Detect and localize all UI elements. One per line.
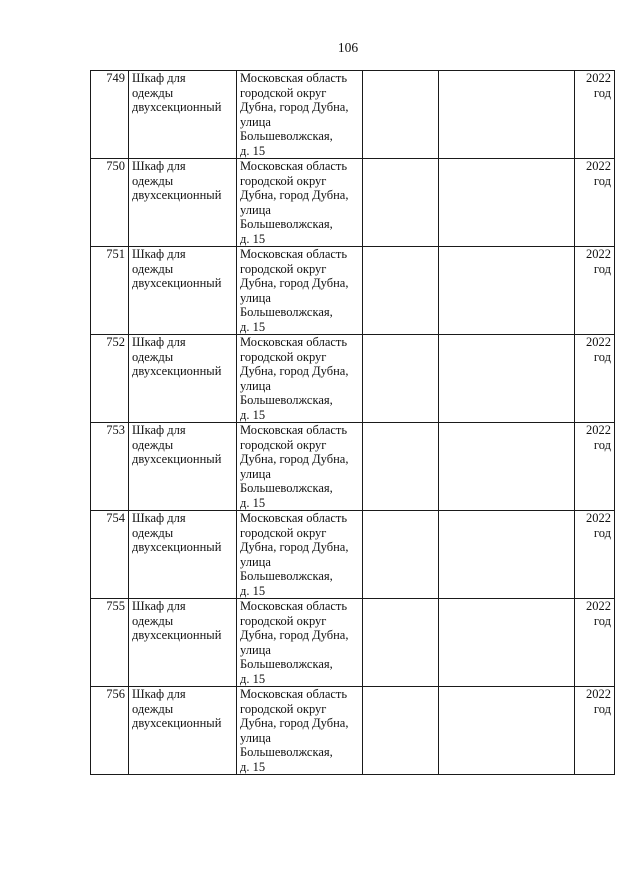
address-line: городской округ [240,613,327,628]
address-line: Московская область [240,423,348,437]
item-name-line: Шкаф для [132,599,186,613]
table-row [91,599,615,687]
year-line: год [593,261,611,276]
item-name-line: одежды [132,85,174,100]
empty-cell [439,71,575,159]
row-number-cell: 749 [91,71,129,159]
address-line: городской округ [240,173,327,188]
year-line: год [593,613,611,628]
address-line: Дубна, город Дубна, [240,364,349,378]
row-number-cell: 754 [91,511,129,599]
address-line: Дубна, город Дубна, [240,188,349,202]
item-name-line: одежды [132,261,174,276]
empty-cell [439,687,575,775]
row-number-cell: 753 [91,423,129,511]
item-name-line: двухсекционный [132,100,222,114]
year-line: 2022 [586,687,611,701]
address-line: Московская область [240,599,348,613]
table-row [91,511,615,599]
address-line: Большеволжская, [240,305,333,319]
item-name-cell [129,335,237,423]
year-line: год [593,349,611,364]
row-number-cell: 755 [91,599,129,687]
item-name-line: двухсекционный [132,452,222,466]
address-line: Московская область [240,687,348,701]
item-name-line: Шкаф для [132,71,186,85]
table-row [91,247,615,335]
address-line: улица [240,378,271,393]
row-number-cell: 752 [91,335,129,423]
address-line: д. 15 [240,407,266,422]
address-line: Дубна, город Дубна, [240,716,349,730]
address-line: Большеволжская, [240,129,333,143]
empty-cell [439,247,575,335]
item-name-line: Шкаф для [132,423,186,437]
item-name-line: одежды [132,701,174,716]
address-cell [237,599,363,687]
year-line: год [593,701,611,716]
address-line: Дубна, город Дубна, [240,276,349,290]
address-line: городской округ [240,701,327,716]
address-line: Московская область [240,335,348,349]
empty-cell [363,71,439,159]
address-line: Московская область [240,247,348,261]
item-name-cell [129,423,237,511]
address-line: Большеволжская, [240,745,333,759]
address-line: улица [240,202,271,217]
address-line: улица [240,290,271,305]
item-name-line: двухсекционный [132,716,222,730]
property-registry-table [90,70,615,775]
year-line: 2022 [586,423,611,437]
year-line: 2022 [586,247,611,261]
item-name-line: Шкаф для [132,247,186,261]
empty-cell [439,159,575,247]
item-name-line: Шкаф для [132,687,186,701]
year-cell [575,71,615,159]
item-name-cell [129,159,237,247]
empty-cell [363,335,439,423]
address-line: Большеволжская, [240,481,333,495]
item-name-line: двухсекционный [132,276,222,290]
address-line: Московская область [240,511,348,525]
address-cell [237,335,363,423]
table-row [91,335,615,423]
address-cell [237,71,363,159]
address-cell [237,247,363,335]
address-line: д. 15 [240,231,266,246]
address-line: Большеволжская, [240,569,333,583]
year-line: год [593,85,611,100]
item-name-line: двухсекционный [132,628,222,642]
address-cell [237,423,363,511]
table-row [91,71,615,159]
empty-cell [363,247,439,335]
item-name-line: двухсекционный [132,540,222,554]
address-line: Большеволжская, [240,657,333,671]
address-line: городской округ [240,349,327,364]
address-line: улица [240,642,271,657]
item-name-line: двухсекционный [132,188,222,202]
item-name-line: одежды [132,437,174,452]
empty-cell [439,335,575,423]
table-row [91,423,615,511]
address-cell [237,511,363,599]
year-line: 2022 [586,599,611,613]
address-line: д. 15 [240,671,266,686]
item-name-line: двухсекционный [132,364,222,378]
year-line: год [593,173,611,188]
year-line: год [593,525,611,540]
year-cell [575,511,615,599]
address-line: городской округ [240,525,327,540]
year-cell [575,247,615,335]
year-cell [575,599,615,687]
address-line: д. 15 [240,759,266,774]
address-line: д. 15 [240,319,266,334]
item-name-cell [129,247,237,335]
address-line: Дубна, город Дубна, [240,628,349,642]
empty-cell [363,511,439,599]
address-line: городской округ [240,261,327,276]
year-line: 2022 [586,335,611,349]
address-line: городской округ [240,437,327,452]
address-line: Московская область [240,159,348,173]
address-line: д. 15 [240,583,266,598]
address-line: улица [240,114,271,129]
table-body [91,71,615,775]
address-line: улица [240,466,271,481]
item-name-line: одежды [132,613,174,628]
page-number: 106 [337,40,359,55]
item-name-line: одежды [132,349,174,364]
item-name-line: Шкаф для [132,511,186,525]
item-name-line: Шкаф для [132,335,186,349]
year-cell [575,423,615,511]
address-line: д. 15 [240,143,266,158]
address-line: Дубна, город Дубна, [240,540,349,554]
item-name-cell [129,599,237,687]
item-name-cell [129,511,237,599]
address-line: городской округ [240,85,327,100]
empty-cell [439,511,575,599]
table-row [91,159,615,247]
row-number-cell: 750 [91,159,129,247]
year-line: 2022 [586,159,611,173]
address-line: Большеволжская, [240,393,333,407]
row-number-cell: 751 [91,247,129,335]
empty-cell [363,599,439,687]
item-name-line: одежды [132,173,174,188]
address-cell [237,687,363,775]
address-cell [237,159,363,247]
empty-cell [439,599,575,687]
address-line: улица [240,730,271,745]
year-cell [575,159,615,247]
year-line: год [593,437,611,452]
empty-cell [439,423,575,511]
address-line: улица [240,554,271,569]
year-cell [575,335,615,423]
address-line: Большеволжская, [240,217,333,231]
address-line: Дубна, город Дубна, [240,452,349,466]
item-name-line: одежды [132,525,174,540]
table-row [91,687,615,775]
empty-cell [363,687,439,775]
year-cell [575,687,615,775]
empty-cell [363,159,439,247]
address-line: Дубна, город Дубна, [240,100,349,114]
empty-cell [363,423,439,511]
row-number-cell: 756 [91,687,129,775]
address-line: Московская область [240,71,348,85]
year-line: 2022 [586,71,611,85]
address-line: д. 15 [240,495,266,510]
item-name-line: Шкаф для [132,159,186,173]
item-name-cell [129,687,237,775]
item-name-cell [129,71,237,159]
year-line: 2022 [586,511,611,525]
